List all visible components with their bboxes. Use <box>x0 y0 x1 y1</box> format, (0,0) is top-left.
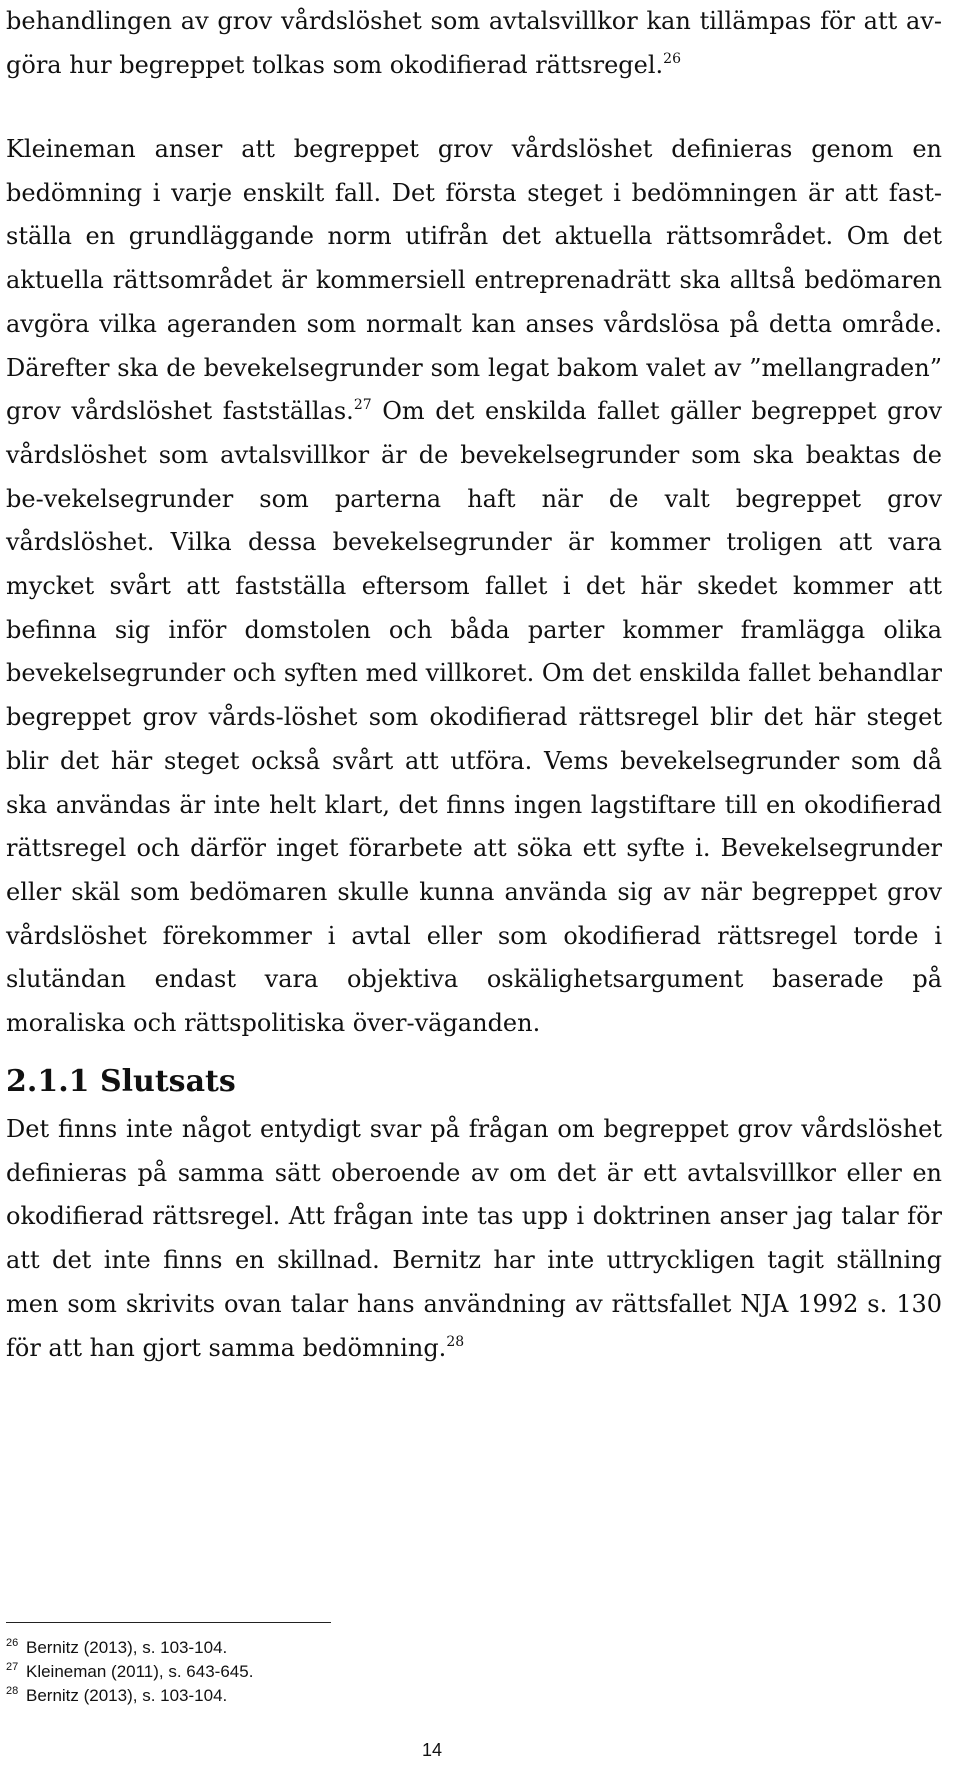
paragraph-kleineman <box>6 128 942 1046</box>
paragraph-conclusion <box>6 1108 942 1370</box>
footnote-reference: 28 <box>446 1333 465 1350</box>
footnote-number: 28 <box>6 1685 19 1697</box>
footnote-item <box>6 1660 253 1684</box>
paragraph-text: behandlingen av grov vårdslöshet som avtalsvillkor kan tillämpas för att av-göra hur begreppet tolkas som okodifierad rättsregel. <box>6 7 942 79</box>
footnote-list <box>6 1636 253 1708</box>
paragraph-intro <box>6 0 942 87</box>
footnote-text: Bernitz (2013), s. 103-104. <box>25 1638 228 1657</box>
paragraph-text: Kleineman anser att begreppet grov vårdslöshet definieras genom en bedömning i varje enskilt fall. Det första steget i bedömningen är att fast-ställa en grundläggande norm utifrån det aktuella rättsområdet. Om det aktuella rättsområdet är kommersiell entreprenadrätt ska alltså bedömaren avgöra vilka ageranden som normalt kan anses vårdslösa på detta område. Därefter ska de bevekelsegrunder som legat bakom valet av ”mellangraden” grov vårdslöshet fastställas. <box>6 135 942 426</box>
page-number: 14 <box>421 1740 443 1760</box>
paragraph-text: Det finns inte något entydigt svar på frågan om begreppet grov vårdslöshet definieras på samma sätt oberoende av om det är ett avtalsvillkor eller en okodifierad rättsregel. Att frågan inte tas upp i doktrinen anser jag talar för att det inte finns en skillnad. Bernitz har inte uttryckligen tagit ställning men som skrivits ovan talar hans användning av rättsfallet NJA 1992 s. 130 för att han gjort samma bedömning. <box>6 1115 942 1362</box>
footnote-item <box>6 1636 253 1660</box>
paragraph-text-continued: Om det enskilda fallet gäller begreppet grov vårdslöshet som avtalsvillkor är de bevekelsegrunder som ska beaktas de be-vekelsegrunder som parterna haft när de valt begreppet grov vårdslöshet. Vilka dessa bevekelsegrunder är kommer troligen att vara mycket svårt att fastställa eftersom fallet i det här skedet kommer att befinna sig inför domstolen och båda parter kommer framlägga olika bevekelsegrunder och syften med villkoret. Om det enskilda fallet behandlar begreppet grov vårds-löshet som okodifierad rättsregel blir det här steget blir det här steget också svårt att utföra. Vems bevekelsegrunder som då ska användas är inte helt klart, det finns ingen lagstiftare till en okodifierad rättsregel och därför inget förarbete att söka ett syfte i. Bevekelsegrunder eller skäl som bedömaren skulle kunna använda sig av när begreppet grov vårdslöshet förekommer i avtal eller som okodifierad rättsregel torde i slutändan endast vara objektiva oskälighetsargument baserade på moraliska och rättspolitiska över-väganden. <box>6 397 943 1038</box>
footnote-item <box>6 1684 253 1708</box>
footnote-reference: 26 <box>663 50 681 67</box>
section-heading: 2.1.1 Slutsats <box>6 1064 236 1099</box>
footnote-number: 27 <box>6 1661 19 1673</box>
footnote-reference: 27 <box>353 397 372 414</box>
footnote-text: Kleineman (2011), s. 643-645. <box>25 1662 254 1681</box>
footnote-number: 26 <box>6 1637 19 1649</box>
footnote-text: Bernitz (2013), s. 103-104. <box>25 1686 228 1705</box>
footnote-separator <box>6 1622 331 1623</box>
